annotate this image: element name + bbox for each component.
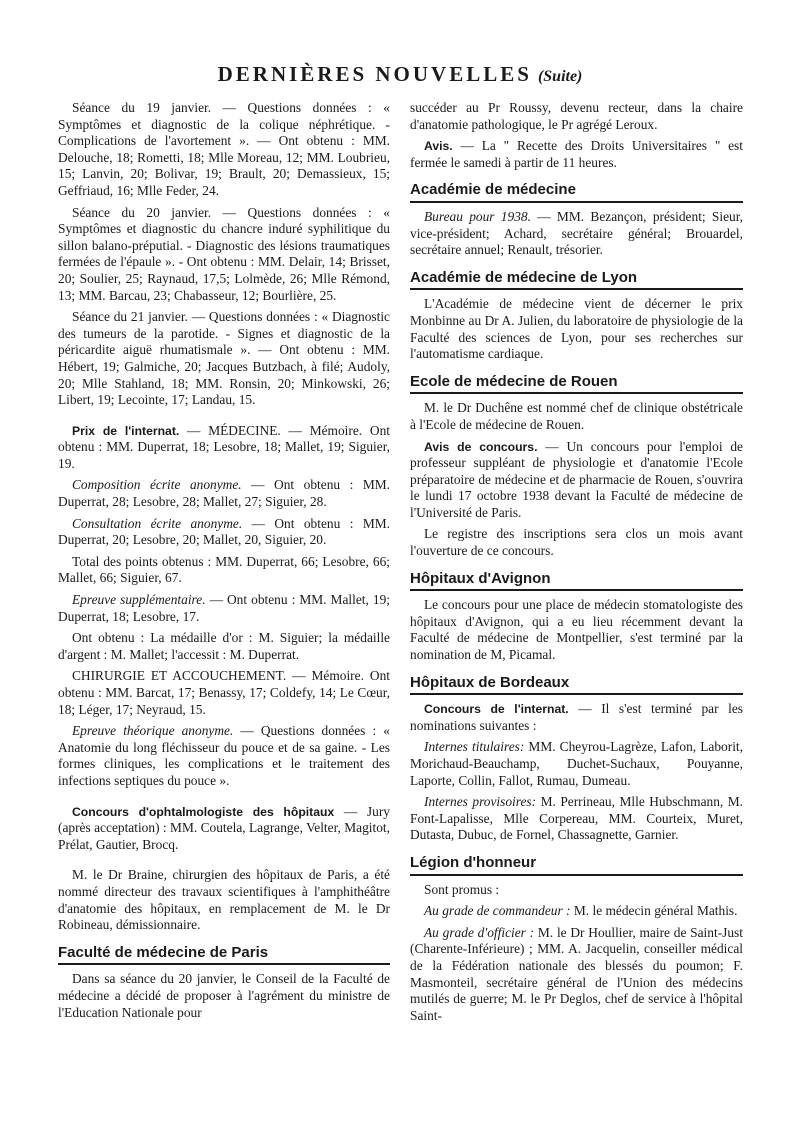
continuation-paragraph: succéder au Pr Roussy, devenu recteur, dans la chaire d'anatomie pathologique, le Pr agrégé Leroux. xyxy=(410,100,743,132)
ophtalmologiste-text: — Jury (après acceptation) : MM. Coutela, Lagrange, Velter, Magitot, Prélat, Gautier, Brocq. xyxy=(58,803,390,852)
prix-internat-label: Prix de l'internat. xyxy=(72,423,180,438)
officier-label: Au grade d'officier : xyxy=(424,924,535,940)
avis-text: — La " Recette des Droits Universitaires " est fermée le samedi à partir de 11 heures. xyxy=(410,138,743,170)
commandeur-text: M. le médecin général Mathis. xyxy=(570,903,738,919)
officier-paragraph xyxy=(410,925,743,1025)
internat-paragraph xyxy=(410,701,743,734)
titulaires-label: Internes titulaires: xyxy=(424,739,525,755)
internat-text: — Il s'est terminé par les nominations suivantes : xyxy=(410,701,743,733)
titulaires-text: MM. Cheyrou-Lagrèze, Lafon, Laborit, Morichaud-Beauchamp, Duchet-Suchaux, Pouyanne, Laporte, Collin, Fallot, Rumau, Dumeau. xyxy=(410,739,743,788)
theorique-text: — Questions données : « Anatomie du long fléchisseur du pouce et de sa gaine. - Les formes cliniques, les complications et le traitement des infections septiques du pouce ». xyxy=(58,723,390,788)
consultation-label: Consultation écrite anonyme. xyxy=(72,515,243,531)
avis-paragraph xyxy=(410,138,743,171)
heading-ecole-rouen: Ecole de médecine de Rouen xyxy=(410,374,743,395)
faculte-paragraph: Dans sa séance du 20 janvier, le Conseil de la Faculté de médecine a décidé de proposer à l'agrément du ministre de l'Education Nationale pour xyxy=(58,971,390,1020)
heading-faculte-paris: Faculté de médecine de Paris xyxy=(58,945,390,966)
avis-concours-paragraph xyxy=(410,439,743,522)
title-suite: (Suite) xyxy=(537,68,583,85)
seance-19-paragraph: Séance du 19 janvier. — Questions données : « Symptômes et diagnostic de la colique néphrétique. - Complications de l'avortement ». — Ont obtenu : MM. Delouche, 18; Rometti, 18; Mlle Moreau, 12; MM. Loubrieu, 15; Lanvin, 20; Bolivar, 19; Brault, 20; Demassieux, 15; Geffriaud, 16; Mlle Feder, 24. xyxy=(58,100,390,198)
title-text: DERNIÈRES NOUVELLES xyxy=(217,62,532,86)
seance-20-paragraph: Séance du 20 janvier. — Questions données : « Symptômes et diagnostic du chancre induré syphilitique du sillon balano-préputial. - Diagnostic des lésions traumatiques fermées de l'épaule ». - Ont obtenu : MM. Delair, 14; Brisset, 20; Soulier, 25; Raynaud, 17,5; Lolmède, 26; Mlle Rémond, 13; MM. Barcau, 23; Chabasseur, 12; Bourlière, 25. xyxy=(58,204,390,303)
composition-text: — Ont obtenu : MM. Duperrat, 28; Lesobre, 28; Mallet, 27; Siguier, 28. xyxy=(58,477,390,510)
page-title xyxy=(0,62,800,87)
total-paragraph: Total des points obtenus : MM. Duperrat, 66; Lesobre, 66; Mallet, 66; Siguier, 67. xyxy=(58,553,390,586)
internat-label: Concours de l'internat. xyxy=(424,702,569,717)
titulaires-paragraph xyxy=(410,739,743,789)
officier-text: M. le Dr Houllier, maire de Saint-Just (Charente-Inférieure) ; MM. A. Jacquelin, conseiller médical de la Fédération nationale des blessés du poumon; F. Masmonteil, secrétaire général de l'Union des médecins mutilés de guerre; M. le Pr Deglos, chef de service à l'hôpital Saint- xyxy=(410,924,743,1023)
left-column xyxy=(58,100,390,1026)
provisoires-paragraph xyxy=(410,794,743,844)
epreuve-paragraph xyxy=(58,592,390,625)
prix-internat-paragraph xyxy=(58,423,390,473)
composition-paragraph xyxy=(58,477,390,510)
heading-academie-lyon: Académie de médecine de Lyon xyxy=(410,270,743,291)
ophtalmologiste-paragraph xyxy=(58,804,390,854)
lyon-paragraph: L'Académie de médecine vient de décerner le prix Monbinne au Dr A. Julien, du laboratoire de physiologie de la Faculté des sciences de Lyon, pour ses recherches sur l'automatisme cardiaque. xyxy=(410,296,743,362)
consultation-paragraph xyxy=(58,516,390,549)
rouen-paragraph: M. le Dr Duchêne est nommé chef de clinique obstétricale à l'Ecole de médecine de Rouen. xyxy=(410,400,743,432)
avignon-paragraph: Le concours pour une place de médecin stomatologiste des hôpitaux d'Avignon, qui a eu lieu récemment devant la Faculté de médecine de Montpellier, s'est terminé par la nomination de M, Picamal. xyxy=(410,597,743,663)
avis-concours-label: Avis de concours. xyxy=(424,439,538,454)
commandeur-paragraph xyxy=(410,903,743,920)
theorique-label: Epreuve théorique anonyme. xyxy=(72,723,234,739)
epreuve-text: — Ont obtenu : MM. Mallet, 19; Duperrat, 18; Lesobre, 17. xyxy=(58,592,390,624)
consultation-text: — Ont obtenu : MM. Duperrat, 20; Lesobre, 20; Mallet, 20, Siguier, 20. xyxy=(58,515,390,548)
prix-internat-text: — MÉDECINE. — Mémoire. Ont obtenu : MM. Duperrat, 18; Lesobre, 18; Mallet, 19; Siguier, 19. xyxy=(58,422,390,471)
bureau-text: — MM. Bezançon, président; Sieur, vice-président; Achard, secrétaire général; Brouardel, secrétaire annuel; Renault, trésorier. xyxy=(410,208,744,258)
commandeur-label: Au grade de commandeur : xyxy=(424,903,571,919)
heading-hopitaux-bordeaux: Hôpitaux de Bordeaux xyxy=(410,675,743,696)
promus-paragraph: Sont promus : xyxy=(424,881,500,897)
bureau-label: Bureau pour 1938. xyxy=(424,208,531,224)
heading-legion-honneur: Légion d'honneur xyxy=(410,855,743,876)
medaille-paragraph: Ont obtenu : La médaille d'or : M. Siguier; la médaille d'argent : M. Mallet; l'accessit : M. Duperrat. xyxy=(58,630,390,662)
avis-concours-text: — Un concours pour l'emploi de professeur suppléant de physiologie et d'anatomie l'Ecole préparatoire de médecine et de pharmacie de Rouen, s'ouvrira le lundi 17 octobre 1938 devant la Faculté de médecine de l'Université de Paris. xyxy=(410,438,743,520)
braine-paragraph: M. le Dr Braine, chirurgien des hôpitaux de Paris, a été nommé directeur des travaux scientifiques à l'amphithéâtre d'anatomie des hôpitaux, en remplacement de M. le Dr Robineau, démissionnaire. xyxy=(58,867,390,933)
composition-label: Composition écrite anonyme. xyxy=(72,477,242,493)
seance-21-paragraph: Séance du 21 janvier. — Questions données : « Diagnostic des tumeurs de la parotide. - Signes et diagnostic de la péricardite aiguë rhumatismale ». — Ont obtenu : MM. Hébert, 19; Galmiche, 20; Jacques Butzbach, à filé; Audoly, 20; Mlle Stahland, 18; MM. Ronsin, 20; Minkowski, 26; Libert, 19; Lecointe, 17; Landau, 15. xyxy=(58,309,390,408)
heading-hopitaux-avignon: Hôpitaux d'Avignon xyxy=(410,571,743,592)
right-column xyxy=(410,100,743,1029)
theorique-paragraph xyxy=(58,723,390,789)
provisoires-label: Internes provisoires: xyxy=(424,794,537,810)
chirurgie-paragraph: CHIRURGIE ET ACCOUCHEMENT. — Mémoire. Ont obtenu : MM. Barcat, 17; Benassy, 17; Coldefy, 14; Le Cœur, 18; Léger, 17; Neyraud, 15. xyxy=(58,668,390,717)
epreuve-label: Epreuve supplémentaire. xyxy=(72,592,206,608)
provisoires-text: M. Perrineau, Mlle Hubschmann, M. Font-Lapalisse, Mlle Corpereau, MM. Courteix, Muret, Dutasta, Dubuc, de Fornel, Chassagnette, Garnier. xyxy=(410,794,743,843)
heading-academie-medecine: Académie de médecine xyxy=(410,182,743,203)
bureau-paragraph xyxy=(410,209,743,259)
avis-label: Avis. xyxy=(424,139,453,154)
registre-paragraph: Le registre des inscriptions sera clos un mois avant l'ouverture de ce concours. xyxy=(410,526,743,559)
ophtalmologiste-label: Concours d'ophtalmologiste des hôpitaux xyxy=(72,804,335,819)
